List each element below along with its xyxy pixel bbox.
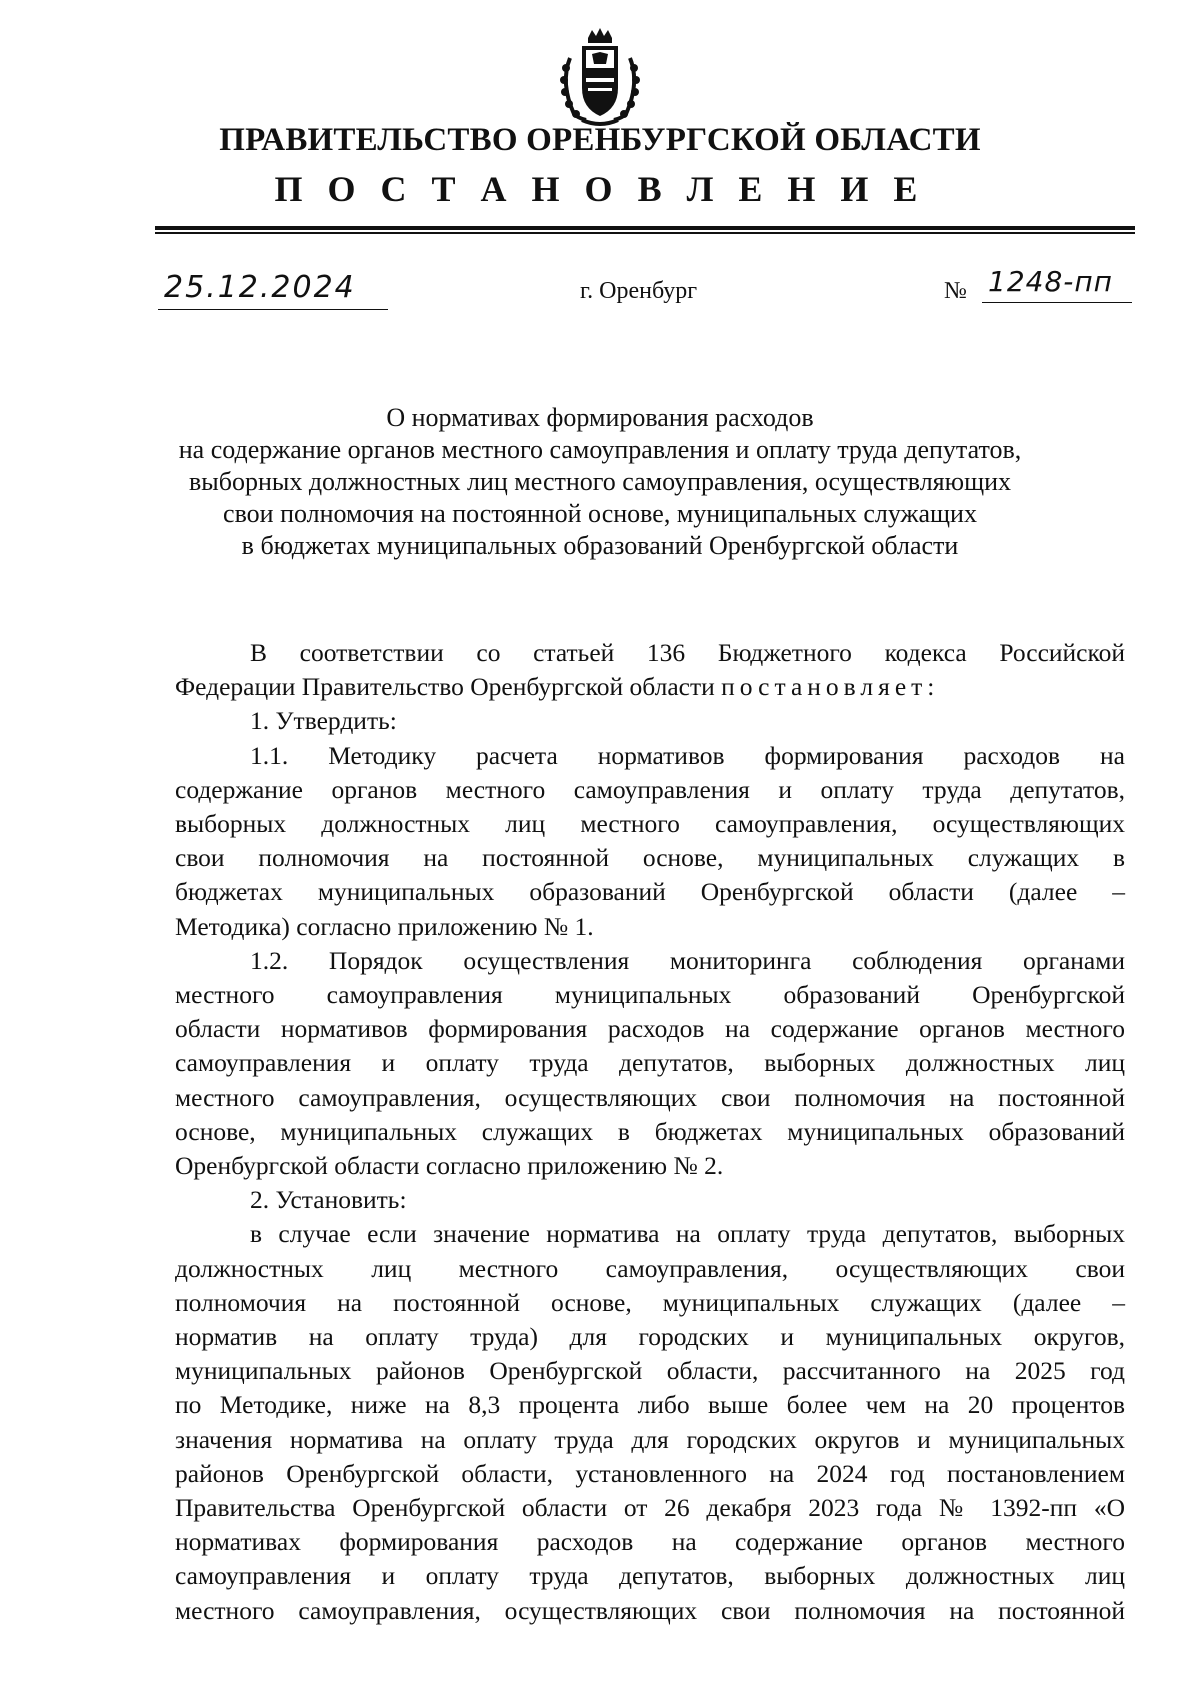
document-body [175,636,1125,1628]
clause-2-line: Правительства Оренбургской области от 26 декабря 2023 года № 1392-пп «О [175,1493,1125,1523]
organization-title: ПРАВИТЕЛЬСТВО ОРЕНБУРГСКОЙ ОБЛАСТИ [219,122,981,158]
clause-1-1-line: 1.1. Методику расчета нормативов формирования расходов на [250,740,1125,770]
clause-1-1-line: содержание органов местного самоуправления и оплату труда депутатов, [175,774,1125,804]
clause-1-2-line: самоуправления и оплату труда депутатов, выборных должностных лиц [175,1048,1125,1078]
clause-1-1-line: свои полномочия на постоянной основе, муниципальных служащих в [175,843,1125,873]
clause-1-1-line: выборных должностных лиц местного самоуправления, осуществляющих [175,809,1125,839]
document-subject [150,402,1050,562]
subject-line: О нормативах формирования расходов [386,403,814,432]
clause-1-2-line: области нормативов формирования расходов на содержание органов местного [175,1014,1125,1044]
document-date: 25.12.2024 [158,270,388,310]
clause-2-line: местного самоуправления, осуществляющих свои полномочия на постоянной [175,1595,1125,1625]
body-text: : [927,672,935,702]
document-type: П О С Т А Н О В Л Е Н И Е [274,169,926,209]
document-city: г. Оренбург [580,278,698,304]
number-sign: № [944,278,967,304]
clause-1-2-line: Оренбургской области согласно приложению № 2. [175,1151,724,1181]
clause-1-heading: 1. Утвердить: [250,706,397,736]
clause-2-line: нормативах формирования расходов на содержание органов местного [175,1527,1125,1557]
subject-line: выборных должностных лиц местного самоуправления, осуществляющих [188,467,1012,496]
clause-2-line: значения норматива на оплату труда для городских округов и муниципальных [175,1424,1125,1454]
clause-2-heading: 2. Установить: [250,1185,407,1215]
coat-of-arms-icon [552,28,648,128]
clause-1-2-line: основе, муниципальных служащих в бюджетах муниципальных образований [175,1116,1125,1146]
clause-1-1-line: Методика) согласно приложению № 1. [175,911,594,941]
clause-2-line: районов Оренбургской области, установленного на 2024 год постановлением [175,1458,1125,1488]
clause-1-1-line: бюджетах муниципальных образований Оренбургской области (далее – [175,877,1125,907]
body-text: Федерации Правительство Оренбургской области [175,672,722,702]
clause-2-line: норматив на оплату труда) для городских и муниципальных округов, [175,1322,1125,1352]
decree-verb: постановляет [721,672,928,702]
clause-2-line: самоуправления и оплату труда депутатов, выборных должностных лиц [175,1561,1125,1591]
header-divider-thick [155,226,1135,230]
subject-line: на содержание органов местного самоуправления и оплату труда депутатов, [178,435,1022,464]
clause-2-line: должностных лиц местного самоуправления, осуществляющих свои [175,1253,1125,1283]
body-line [175,670,1125,704]
subject-line: в бюджетах муниципальных образований Оренбургской области [241,531,959,560]
clause-1-2-line: 1.2. Порядок осуществления мониторинга соблюдения органами [250,945,1125,975]
clause-1-2-line: местного самоуправления, осуществляющих свои полномочия на постоянной [175,1082,1125,1112]
body-line: В соответствии со статьей 136 Бюджетного кодекса Российской [250,638,1125,667]
clause-2-line: муниципальных районов Оренбургской области, рассчитанного на 2025 год [175,1356,1125,1386]
clause-2-line: в случае если значение норматива на оплату труда депутатов, выборных [250,1219,1125,1249]
header-divider-thin [155,232,1135,234]
document-number: 1248-пп [982,265,1132,303]
subject-line: свои полномочия на постоянной основе, муниципальных служащих [223,499,977,528]
clause-2-line: по Методике, ниже на 8,3 процента либо выше более чем на 20 процентов [175,1390,1125,1420]
clause-1-2-line: местного самоуправления муниципальных образований Оренбургской [175,980,1125,1010]
clause-2-line: полномочия на постоянной основе, муниципальных служащих (далее – [175,1287,1125,1317]
